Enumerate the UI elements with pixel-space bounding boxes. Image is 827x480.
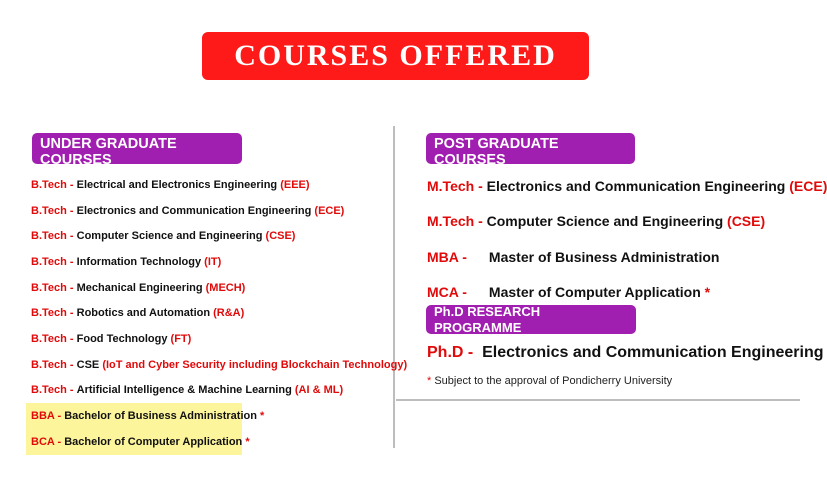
- course-degree: MCA -: [427, 284, 467, 301]
- ug-course-ft: [31, 326, 391, 352]
- course-abbr: (CSE): [265, 230, 296, 243]
- course-abbr: *: [260, 410, 265, 423]
- pg-course-mba: [427, 239, 797, 275]
- course-name: Artificial Intelligence & Machine Learning: [76, 384, 292, 397]
- course-name: Bachelor of Computer Application: [64, 435, 243, 448]
- course-abbr: (R&A): [213, 307, 245, 320]
- course-name: Mechanical Engineering: [76, 281, 203, 294]
- course-abbr: (FT): [170, 332, 192, 345]
- course-degree: B.Tech -: [31, 204, 74, 217]
- ug-course-ra: [31, 300, 391, 326]
- course-degree: B.Tech -: [31, 384, 74, 397]
- pg-title: POST GRADUATE COURSES: [434, 136, 559, 168]
- pg-course-list: [427, 168, 827, 310]
- ug-course-aiml: [31, 378, 391, 404]
- pg-course-mtech-ece: [427, 168, 827, 204]
- section-divider: [396, 399, 800, 401]
- ug-course-bca: [26, 429, 250, 455]
- course-degree: BCA -: [31, 435, 62, 448]
- course-name: Electrical and Electronics Engineering: [76, 178, 278, 191]
- ug-course-cse-iot: [31, 352, 408, 378]
- ug-course-eee: [31, 172, 391, 198]
- course-name: Bachelor of Business Administration: [64, 410, 257, 423]
- course-abbr: (ECE): [789, 177, 827, 194]
- course-name: Information Technology: [76, 255, 202, 268]
- course-abbr: *: [704, 284, 711, 301]
- course-abbr: (MECH): [205, 281, 246, 294]
- pg-header: [426, 133, 635, 177]
- ug-course-bba: [26, 403, 265, 429]
- course-name: Robotics and Automation: [76, 307, 211, 320]
- ug-duration: Duration: 4 Years (8 Semesters): [40, 168, 147, 177]
- page-title: COURSES OFFERED: [234, 39, 557, 72]
- course-degree: B.Tech -: [31, 307, 74, 320]
- course-degree: B.Tech -: [31, 178, 74, 191]
- ug-course-list: [31, 172, 408, 455]
- approval-note: [427, 375, 672, 387]
- course-name: Computer Science and Engineering: [486, 213, 724, 230]
- courses-offered-banner: [202, 32, 589, 80]
- ug-course-it: [31, 249, 391, 275]
- course-degree: BBA -: [31, 410, 62, 423]
- note-text: Subject to the approval of Pondicherry University: [434, 375, 673, 387]
- course-name: CSE: [76, 358, 100, 371]
- ug-title: UNDER GRADUATE COURSES: [40, 136, 177, 168]
- pg-course-mtech-cse: [427, 204, 797, 240]
- course-degree: B.Tech -: [31, 255, 74, 268]
- course-name: Electronics and Communication Engineering: [482, 344, 824, 361]
- course-degree: B.Tech -: [31, 230, 74, 243]
- phd-header: [426, 305, 636, 334]
- course-abbr: *: [245, 435, 250, 448]
- ug-course-cse: [31, 223, 391, 249]
- column-divider: [393, 126, 395, 448]
- phd-course: [427, 340, 824, 366]
- ug-course-ece: [31, 198, 391, 224]
- phd-title: Ph.D RESEARCH PROGRAMME: [434, 303, 541, 335]
- course-degree: MBA -: [427, 248, 467, 265]
- course-name: Computer Science and Engineering: [76, 230, 263, 243]
- course-degree: M.Tech -: [427, 213, 483, 230]
- course-degree: Ph.D -: [427, 344, 474, 361]
- course-degree: B.Tech -: [31, 281, 74, 294]
- course-abbr: (ECE): [314, 204, 345, 217]
- course-abbr: (CSE): [727, 213, 766, 230]
- ug-course-mech: [31, 275, 391, 301]
- pg-duration: Duration: 2 Years (4 Semesters): [434, 168, 541, 177]
- course-degree: B.Tech -: [31, 358, 74, 371]
- course-degree: B.Tech -: [31, 332, 74, 345]
- course-name: Master of Computer Application: [488, 284, 701, 301]
- course-abbr: (IoT and Cyber Security including Blockchain Technology): [102, 358, 408, 371]
- course-name: Electronics and Communication Engineering: [486, 177, 786, 194]
- asterisk-mark: *: [427, 375, 432, 387]
- ug-header: [32, 133, 242, 177]
- course-abbr: (IT): [204, 255, 222, 268]
- course-degree: M.Tech -: [427, 177, 483, 194]
- course-name: Electronics and Communication Engineering: [76, 204, 312, 217]
- course-name: Master of Business Administration: [488, 248, 720, 265]
- course-abbr: (AI & ML): [294, 384, 344, 397]
- course-abbr: (EEE): [280, 178, 310, 191]
- course-name: Food Technology: [76, 332, 168, 345]
